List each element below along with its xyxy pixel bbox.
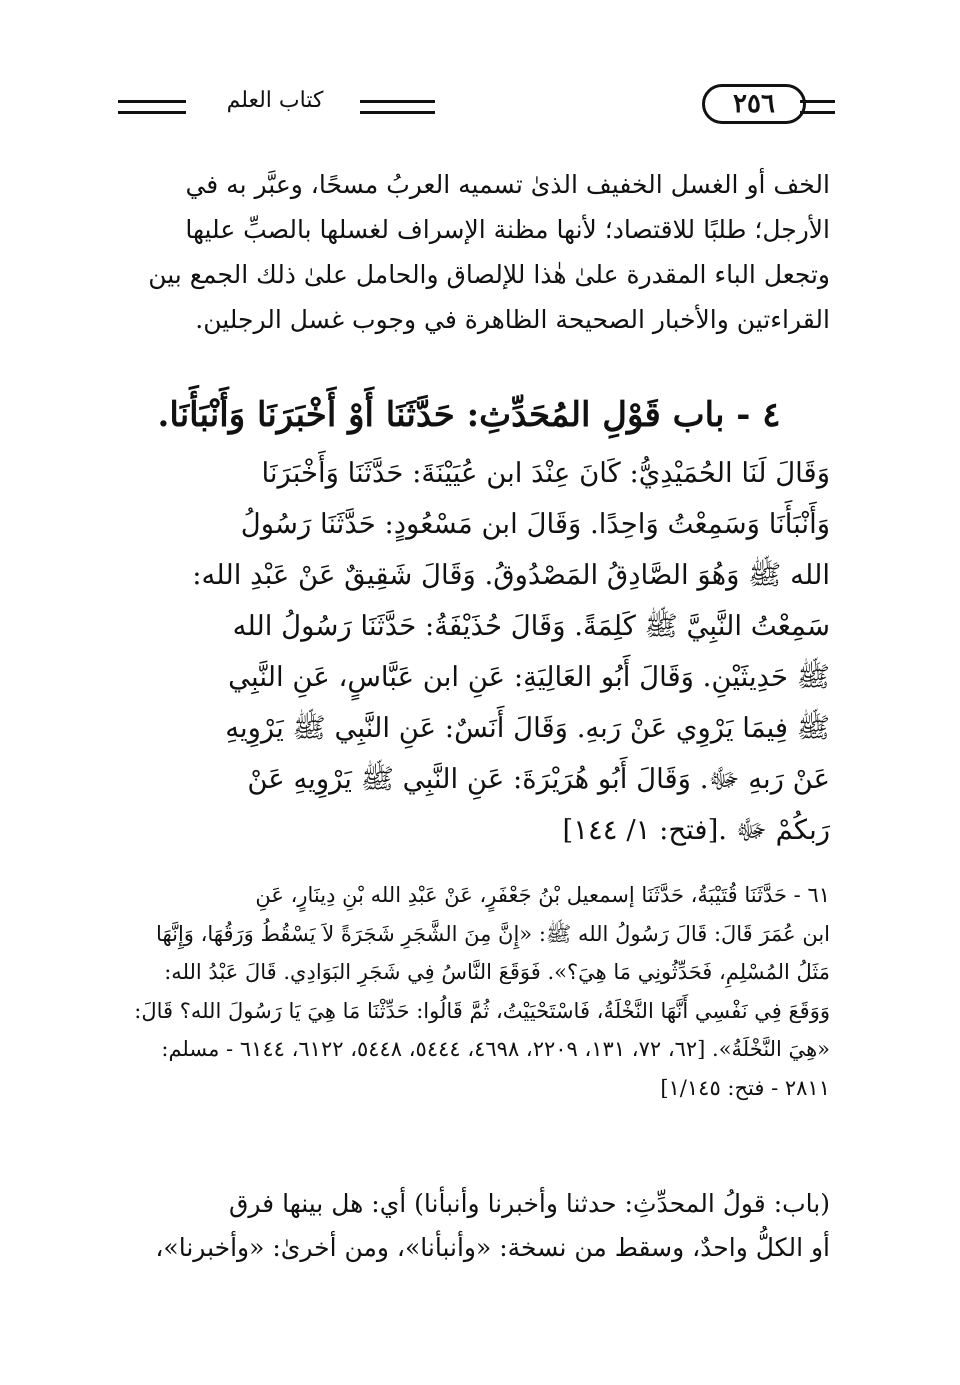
sharh-line: (باب: قولُ المحدِّثِ: حدثنا وأخبرنا وأنبأنا) أي: هل بينها فرق xyxy=(228,1189,830,1218)
book-title: كتاب العلم xyxy=(226,88,324,113)
commentary-line: القراءتين والأخبار الصحيحة الظاهرة في وجوب غسل الرجلين. xyxy=(195,305,830,334)
sharh-text xyxy=(108,1182,830,1270)
chapter-title: ٤ - باب قَوْلِ المُحَدِّثِ: حَدَّثَنَا أَوْ أَخْبَرَنَا وَأَنْبَأَنَا. xyxy=(157,395,781,435)
tradition-line: عَنْ رَبهِ ﷻ. وَقَالَ أَبُو هُرَيْرَةَ: عَنِ النَّبِي ﷺ يَرْوِيهِ عَنْ xyxy=(247,763,830,795)
header-rule-right xyxy=(800,100,835,114)
tradition-line: ﷺ حَدِيثَيْنِ. وَقَالَ أَبُو العَالِيَةِ: عَنِ ابن عَبَّاسٍ، عَنِ النَّبِي xyxy=(228,661,830,693)
hadith-line: ابن عُمَرَ قَالَ: قَالَ رَسُولُ الله ﷺ: «إِنَّ مِنَ الشَّجَرِ شَجَرَةً لاَ يَسْقُطُ وَرَقُهَا، وَإِنَّهَا xyxy=(156,921,830,946)
tradition-line: وَأَنْبَأَنَا وَسَمِعْتُ وَاحِدًا. وَقَالَ ابن مَسْعُودٍ: حَدَّثَنَا رَسُولُ xyxy=(240,508,830,540)
hadith-line: وَوَقَعَ فِي نَفْسِي أَنَّهَا النَّخْلَةُ، فَاسْتَحْيَيْتُ، ثُمَّ قَالُوا: حَدِّثْنَا مَا هِيَ يَا رَسُولَ الله؟ قَالَ: xyxy=(134,998,830,1023)
page-header xyxy=(110,86,830,126)
hadith-line: مَثَلُ المُسْلِمِ، فَحَدِّثُونِي مَا هِيَ؟». فَوَقَعَ النَّاسُ فِي شَجَرِ البَوَادِي. قَالَ عَبْدُ الله: xyxy=(164,960,830,984)
page-number: ٢٥٦ xyxy=(702,84,806,124)
commentary-line: الأرجل؛ طلبًا للاقتصاد؛ لأنها مظنة الإسراف لغسلها بالصبِّ عليها xyxy=(185,215,830,244)
commentary-line: وتجعل الباء المقدرة علىٰ هٰذا للإلصاق والحامل علىٰ ذلك الجمع بين xyxy=(148,260,830,289)
tradition-text xyxy=(108,448,830,856)
sharh-line: أو الكلُّ واحدٌ، وسقط من نسخة: «وأنبأنا»، ومن أخرىٰ: «وأخبرنا»، xyxy=(155,1233,830,1262)
tradition-line: رَبكُمْ ﷻ .[فتح: ١/ ١٤٤] xyxy=(562,814,830,846)
hadith-line: «هِيَ النَّخْلَةُ». [٦٢، ٧٢، ١٣١، ٢٢٠٩، ٤٦٩٨، ٥٤٤٤، ٥٤٤٨، ٦١٢٢، ٦١٤٤ - مسلم: xyxy=(161,1037,830,1061)
header-rule-middle xyxy=(360,100,435,114)
commentary-line: الخف أو الغسل الخفيف الذىٰ تسميه العربُ مسحًا، وعبَّر به في xyxy=(185,170,830,199)
tradition-line: سَمِعْتُ النَّبِيَّ ﷺ كَلِمَةً. وَقَالَ حُذَيْفَةُ: حَدَّثَنَا رَسُولُ الله xyxy=(232,610,830,642)
hadith-line: ٢٨١١ - فتح: ١/١٤٥] xyxy=(660,1075,830,1100)
hadith-line: ٦١ - حَدَّثَنَا قُتَيْبَةُ، حَدَّثَنَا إسمعيل بْنُ جَعْفَرٍ، عَنْ عَبْدِ الله بْنِ دِينَارٍ، عَنِ xyxy=(255,883,830,907)
hadith-text xyxy=(108,876,830,1107)
header-rule-left xyxy=(118,100,186,114)
commentary-text xyxy=(108,162,830,342)
tradition-line: ﷺ فِيمَا يَرْوِي عَنْ رَبهِ. وَقَالَ أَنَسٌ: عَنِ النَّبِي ﷺ يَرْوِيهِ xyxy=(225,712,830,744)
tradition-line: وَقَالَ لَنَا الحُمَيْدِيُّ: كَانَ عِنْدَ ابن عُيَيْنَةَ: حَدَّثَنَا وَأَخْبَرَنَا xyxy=(261,457,830,489)
tradition-line: الله ﷺ وَهُوَ الصَّادِقُ المَصْدُوقُ. وَقَالَ شَقِيقٌ عَنْ عَبْدِ الله: xyxy=(192,559,830,591)
